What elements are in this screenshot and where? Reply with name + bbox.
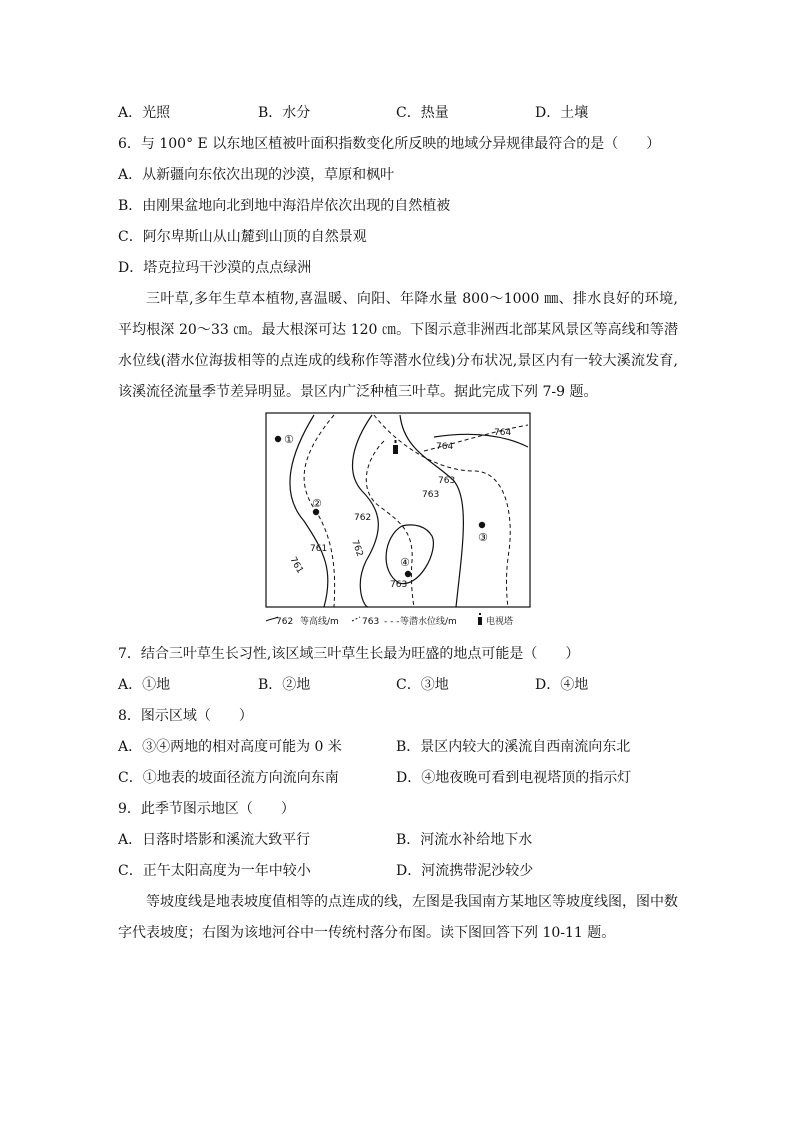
- water-level-label: 761: [310, 544, 328, 554]
- q6-option-d[interactable]: D．塔克拉玛干沙漠的点点绿洲: [118, 260, 312, 276]
- contour-line: [290, 415, 328, 607]
- q6-option-b[interactable]: B．由刚果盆地向北到地中海沿岸依次出现的自然植被: [118, 198, 451, 214]
- q9-option-d[interactable]: D．河流携带泥沙较少: [396, 863, 534, 879]
- q8-stem: 8．图示区域（ ）: [118, 708, 253, 724]
- point-1-label: ①: [284, 433, 294, 446]
- q7-option-a[interactable]: A．①地: [118, 677, 171, 693]
- q9-option-a[interactable]: A．日落时塔影和溪流大致平行: [118, 832, 311, 848]
- contour-map-figure: [264, 411, 532, 635]
- contour-label: 762: [349, 538, 365, 559]
- water-level-label: 762: [354, 513, 372, 523]
- contour-line: [353, 415, 379, 607]
- q6-stem: 6．与 100° E 以东地区植被叶面积指数变化所反映的地域分异规律最符合的是（ ）: [118, 136, 661, 152]
- contour-label: 761: [287, 555, 305, 576]
- point-1-dot: [275, 436, 281, 442]
- q7-option-d[interactable]: D．④地: [535, 677, 589, 693]
- contour-label: 764: [436, 442, 454, 452]
- point-3-dot: [479, 522, 485, 528]
- contour-label: 763: [390, 580, 408, 590]
- q8-option-c[interactable]: C．①地表的坡面径流方向流向东南: [118, 770, 339, 786]
- q8-option-d[interactable]: D．④地夜晚可看到电视塔顶的指示灯: [396, 770, 632, 786]
- tv-tower-icon: [393, 440, 398, 454]
- q5-option-d[interactable]: D．土壤: [535, 105, 589, 121]
- q6-option-c[interactable]: C．阿尔卑斯山从山麓到山顶的自然景观: [118, 229, 367, 245]
- q7-option-c[interactable]: C．③地: [396, 677, 449, 693]
- water-level-label: 763: [438, 476, 456, 486]
- q9-stem: 9．此季节图示地区（ ）: [118, 801, 295, 817]
- q9-option-b[interactable]: B．河流水补给地下水: [396, 832, 533, 848]
- q7-stem: 7．结合三叶草生长习性,该区域三叶草生长最为旺盛的地点可能是（ ）: [118, 646, 580, 662]
- legend-contour-label: 等高线/m: [300, 617, 339, 627]
- passage-slope: 等坡度线是地表坡度值相等的点连成的线，左图是我国南方某地区等坡度线图，图中数字代表坡度；右图为该地河谷中一传统村落分布图。读下图回答下列 10-11 题。: [118, 894, 678, 941]
- point-4-label: ④: [400, 556, 410, 569]
- passage-clover: 三叶草,多年生草本植物,喜温暖、向阳、年降水量 800～1000 ㎜、排水良好的环境,平均根深 20～33 ㎝。最大根深可达 120 ㎝。下图示意非洲西北部某风景区等高线和等潜水位线(潜水位海拔相等的点连成的线称作等潜水位线)分布状况,景区内有一较大溪流发育,该溪流径流量季节差异明显。景区内广泛种植三叶草。据此完成下列 7-9 题。: [118, 291, 678, 400]
- water-level-label: 764: [494, 428, 512, 438]
- q8-option-a[interactable]: A．③④两地的相对高度可能为 0 米: [118, 739, 342, 755]
- legend-water-dash: - - -: [384, 617, 400, 627]
- q5-option-c[interactable]: C．热量: [396, 105, 449, 121]
- contour-line: [400, 415, 463, 607]
- q6-option-a[interactable]: A．从新疆向东依次出现的沙漠，草原和枫叶: [118, 167, 395, 183]
- q8-option-b[interactable]: B．景区内较大的溪流自西南流向东北: [396, 739, 631, 755]
- q9-option-c[interactable]: C．正午太阳高度为一年中较小: [118, 863, 311, 879]
- q5-option-a[interactable]: A．光照: [118, 105, 171, 121]
- legend-tv-tower-icon: [478, 617, 482, 625]
- map-frame: [266, 413, 530, 607]
- legend-water-label: 等潜水位线/m: [400, 617, 457, 627]
- legend-contour-value: 762: [276, 617, 294, 627]
- q5-option-b[interactable]: B．水分: [258, 105, 311, 121]
- water-level-line: [304, 415, 335, 607]
- legend-water-value: 763: [362, 617, 380, 627]
- legend-tv-tower-label: 电视塔: [486, 617, 514, 627]
- legend-water-symbol: [352, 617, 360, 621]
- point-2-label: ②: [312, 497, 322, 510]
- q7-option-b[interactable]: B．②地: [258, 677, 311, 693]
- point-4-dot: [405, 571, 411, 577]
- point-3-label: ③: [478, 531, 488, 544]
- contour-label: 763: [422, 490, 440, 500]
